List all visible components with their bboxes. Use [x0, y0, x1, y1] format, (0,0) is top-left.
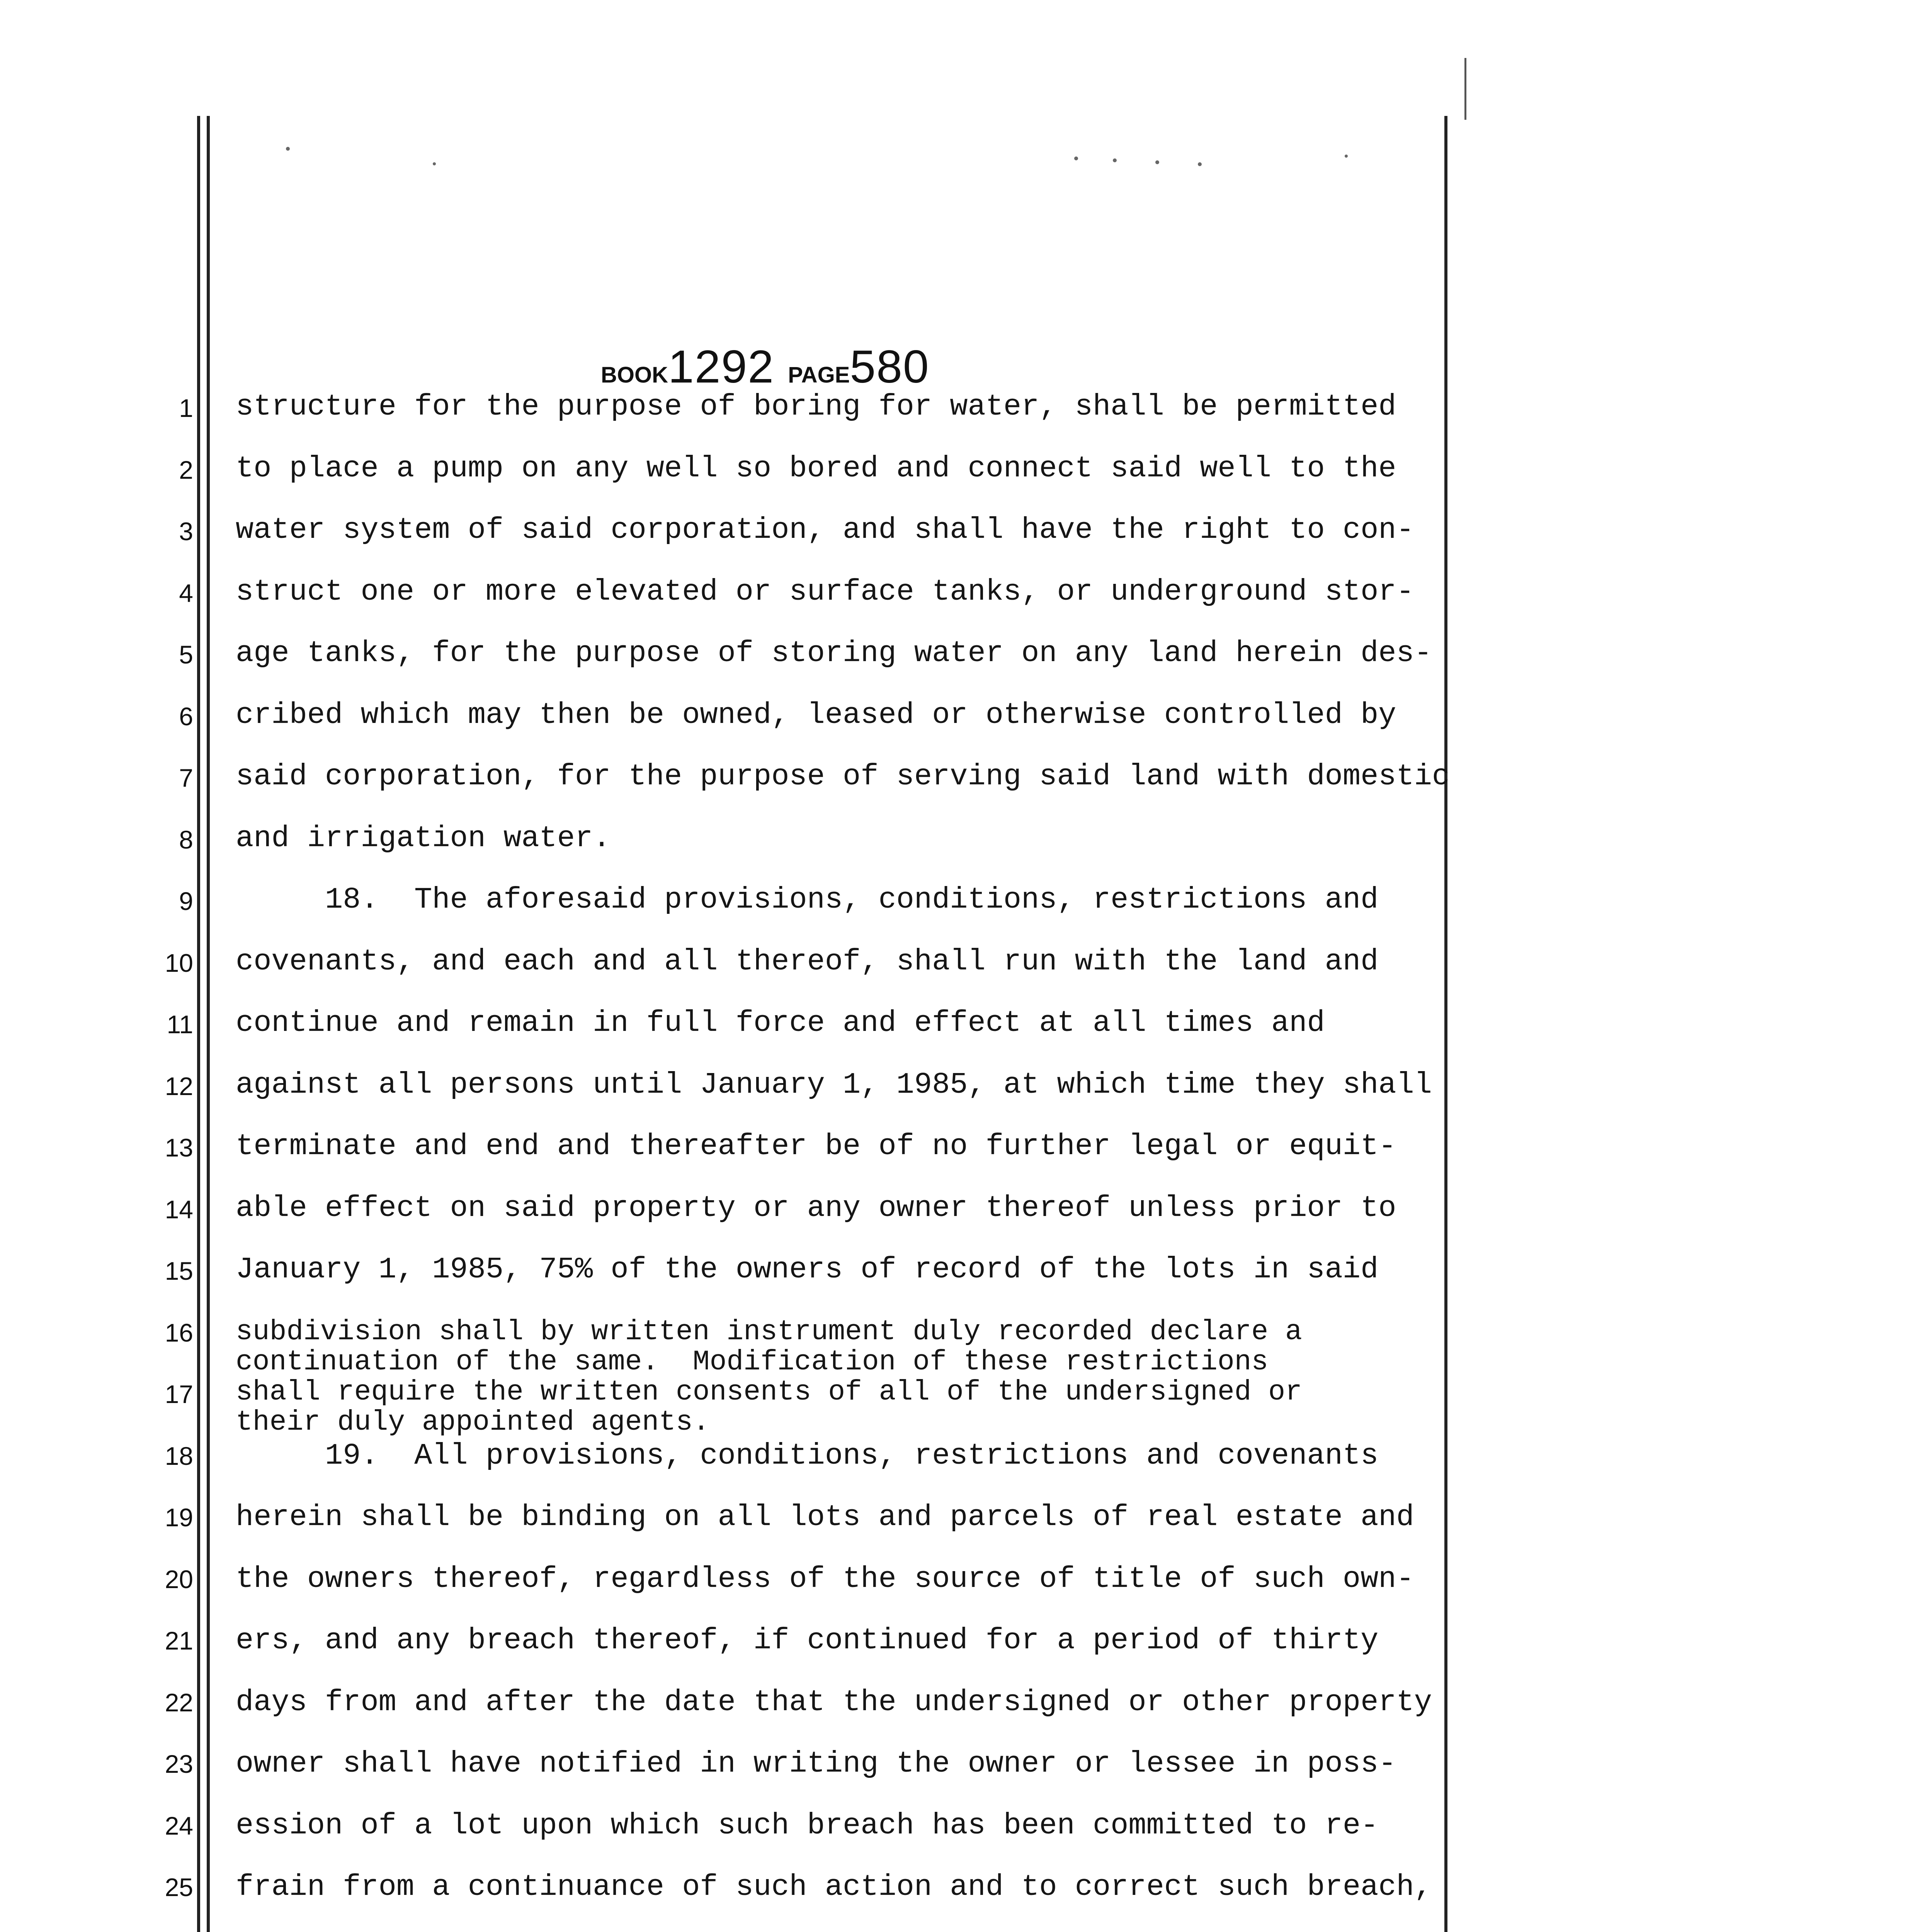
scan-speck	[1155, 160, 1159, 164]
text-line: owner shall have notified in writing the owner or lessee in poss-	[236, 1747, 1396, 1781]
scan-speck	[1074, 156, 1078, 160]
text-line: age tanks, for the purpose of storing water on any land herein des-	[236, 637, 1432, 670]
text-line: the owners thereof, regardless of the source of title of such own-	[236, 1563, 1414, 1596]
right-margin-rule	[1444, 116, 1447, 1932]
left-margin-rule-inner	[207, 116, 210, 1932]
scan-speck	[1345, 155, 1348, 158]
line-number: 23	[165, 1750, 193, 1778]
line-number: 5	[179, 640, 193, 669]
text-line: ers, and any breach thereof, if continued for a period of thirty	[236, 1624, 1379, 1658]
text-line: terminate and end and thereafter be of no further legal or equit-	[236, 1130, 1396, 1163]
line-number: 3	[179, 517, 193, 546]
text-line: their duly appointed agents.	[236, 1406, 710, 1438]
book-number: 1292	[668, 341, 774, 393]
line-number: 7	[179, 764, 193, 792]
scan-speck	[433, 162, 436, 165]
text-line: continuation of the same. Modification of these restrictions	[236, 1346, 1269, 1378]
scan-speck	[286, 147, 290, 151]
line-number: 25	[165, 1873, 193, 1901]
line-number: 1	[179, 394, 193, 422]
text-line: frain from a continuance of such action and to correct such breach,	[236, 1871, 1432, 1904]
line-number: 13	[165, 1133, 193, 1162]
line-number: 20	[165, 1565, 193, 1594]
scan-speck	[1113, 158, 1117, 162]
line-number: 22	[165, 1688, 193, 1717]
line-number: 6	[179, 702, 193, 731]
text-line: shall require the written consents of all of the undersigned or	[236, 1376, 1302, 1408]
line-number: 21	[165, 1626, 193, 1655]
right-margin-tick	[1464, 58, 1466, 120]
line-number: 24	[165, 1811, 193, 1840]
line-number: 15	[165, 1257, 193, 1285]
line-number: 19	[165, 1503, 193, 1532]
line-number: 12	[165, 1072, 193, 1100]
text-line: able effect on said property or any owner thereof unless prior to	[236, 1192, 1396, 1225]
text-line: water system of said corporation, and shall have the right to con-	[236, 514, 1414, 547]
text-line: cribed which may then be owned, leased or otherwise controlled by	[236, 699, 1396, 732]
text-line: to place a pump on any well so bored and connect said well to the	[236, 452, 1396, 486]
text-line: days from and after the date that the undersigned or other property	[236, 1686, 1432, 1719]
line-number: 18	[165, 1442, 193, 1470]
page-label: PAGE	[788, 362, 850, 388]
line-number: 9	[179, 887, 193, 915]
text-line: continue and remain in full force and effect at all times and	[236, 1007, 1325, 1040]
text-line: January 1, 1985, 75% of the owners of record of the lots in said	[236, 1253, 1379, 1287]
stamp-page-number: 580	[850, 341, 930, 393]
text-line: herein shall be binding on all lots and parcels of real estate and	[236, 1501, 1414, 1534]
line-number: 11	[167, 1010, 193, 1039]
text-line: subdivision shall by written instrument duly recorded declare a	[236, 1316, 1302, 1348]
line-number: 4	[179, 579, 193, 607]
text-line: said corporation, for the purpose of serving said land with domestic	[236, 760, 1450, 794]
left-margin-rule	[197, 116, 200, 1932]
line-number: 8	[179, 825, 193, 854]
line-number: 16	[165, 1318, 193, 1347]
line-number: 17	[165, 1380, 193, 1408]
line-number: 14	[165, 1195, 193, 1224]
text-line: struct one or more elevated or surface tanks, or underground stor-	[236, 575, 1414, 609]
text-line: ession of a lot upon which such breach has been committed to re-	[236, 1809, 1379, 1843]
line-number: 10	[165, 949, 193, 977]
text-line: against all persons until January 1, 1985, at which time they shall	[236, 1068, 1432, 1102]
book-label: BOOK	[601, 362, 668, 388]
book-page-stamp	[601, 340, 930, 393]
text-line: 19. All provisions, conditions, restrictions and covenants	[236, 1439, 1379, 1473]
text-line: covenants, and each and all thereof, shall run with the land and	[236, 945, 1379, 979]
text-line: structure for the purpose of boring for water, shall be permitted	[236, 390, 1396, 424]
scan-speck	[1198, 162, 1202, 166]
text-line: and irrigation water.	[236, 822, 611, 855]
line-number: 2	[179, 456, 193, 484]
text-line: 18. The aforesaid provisions, conditions, restrictions and	[236, 883, 1379, 917]
